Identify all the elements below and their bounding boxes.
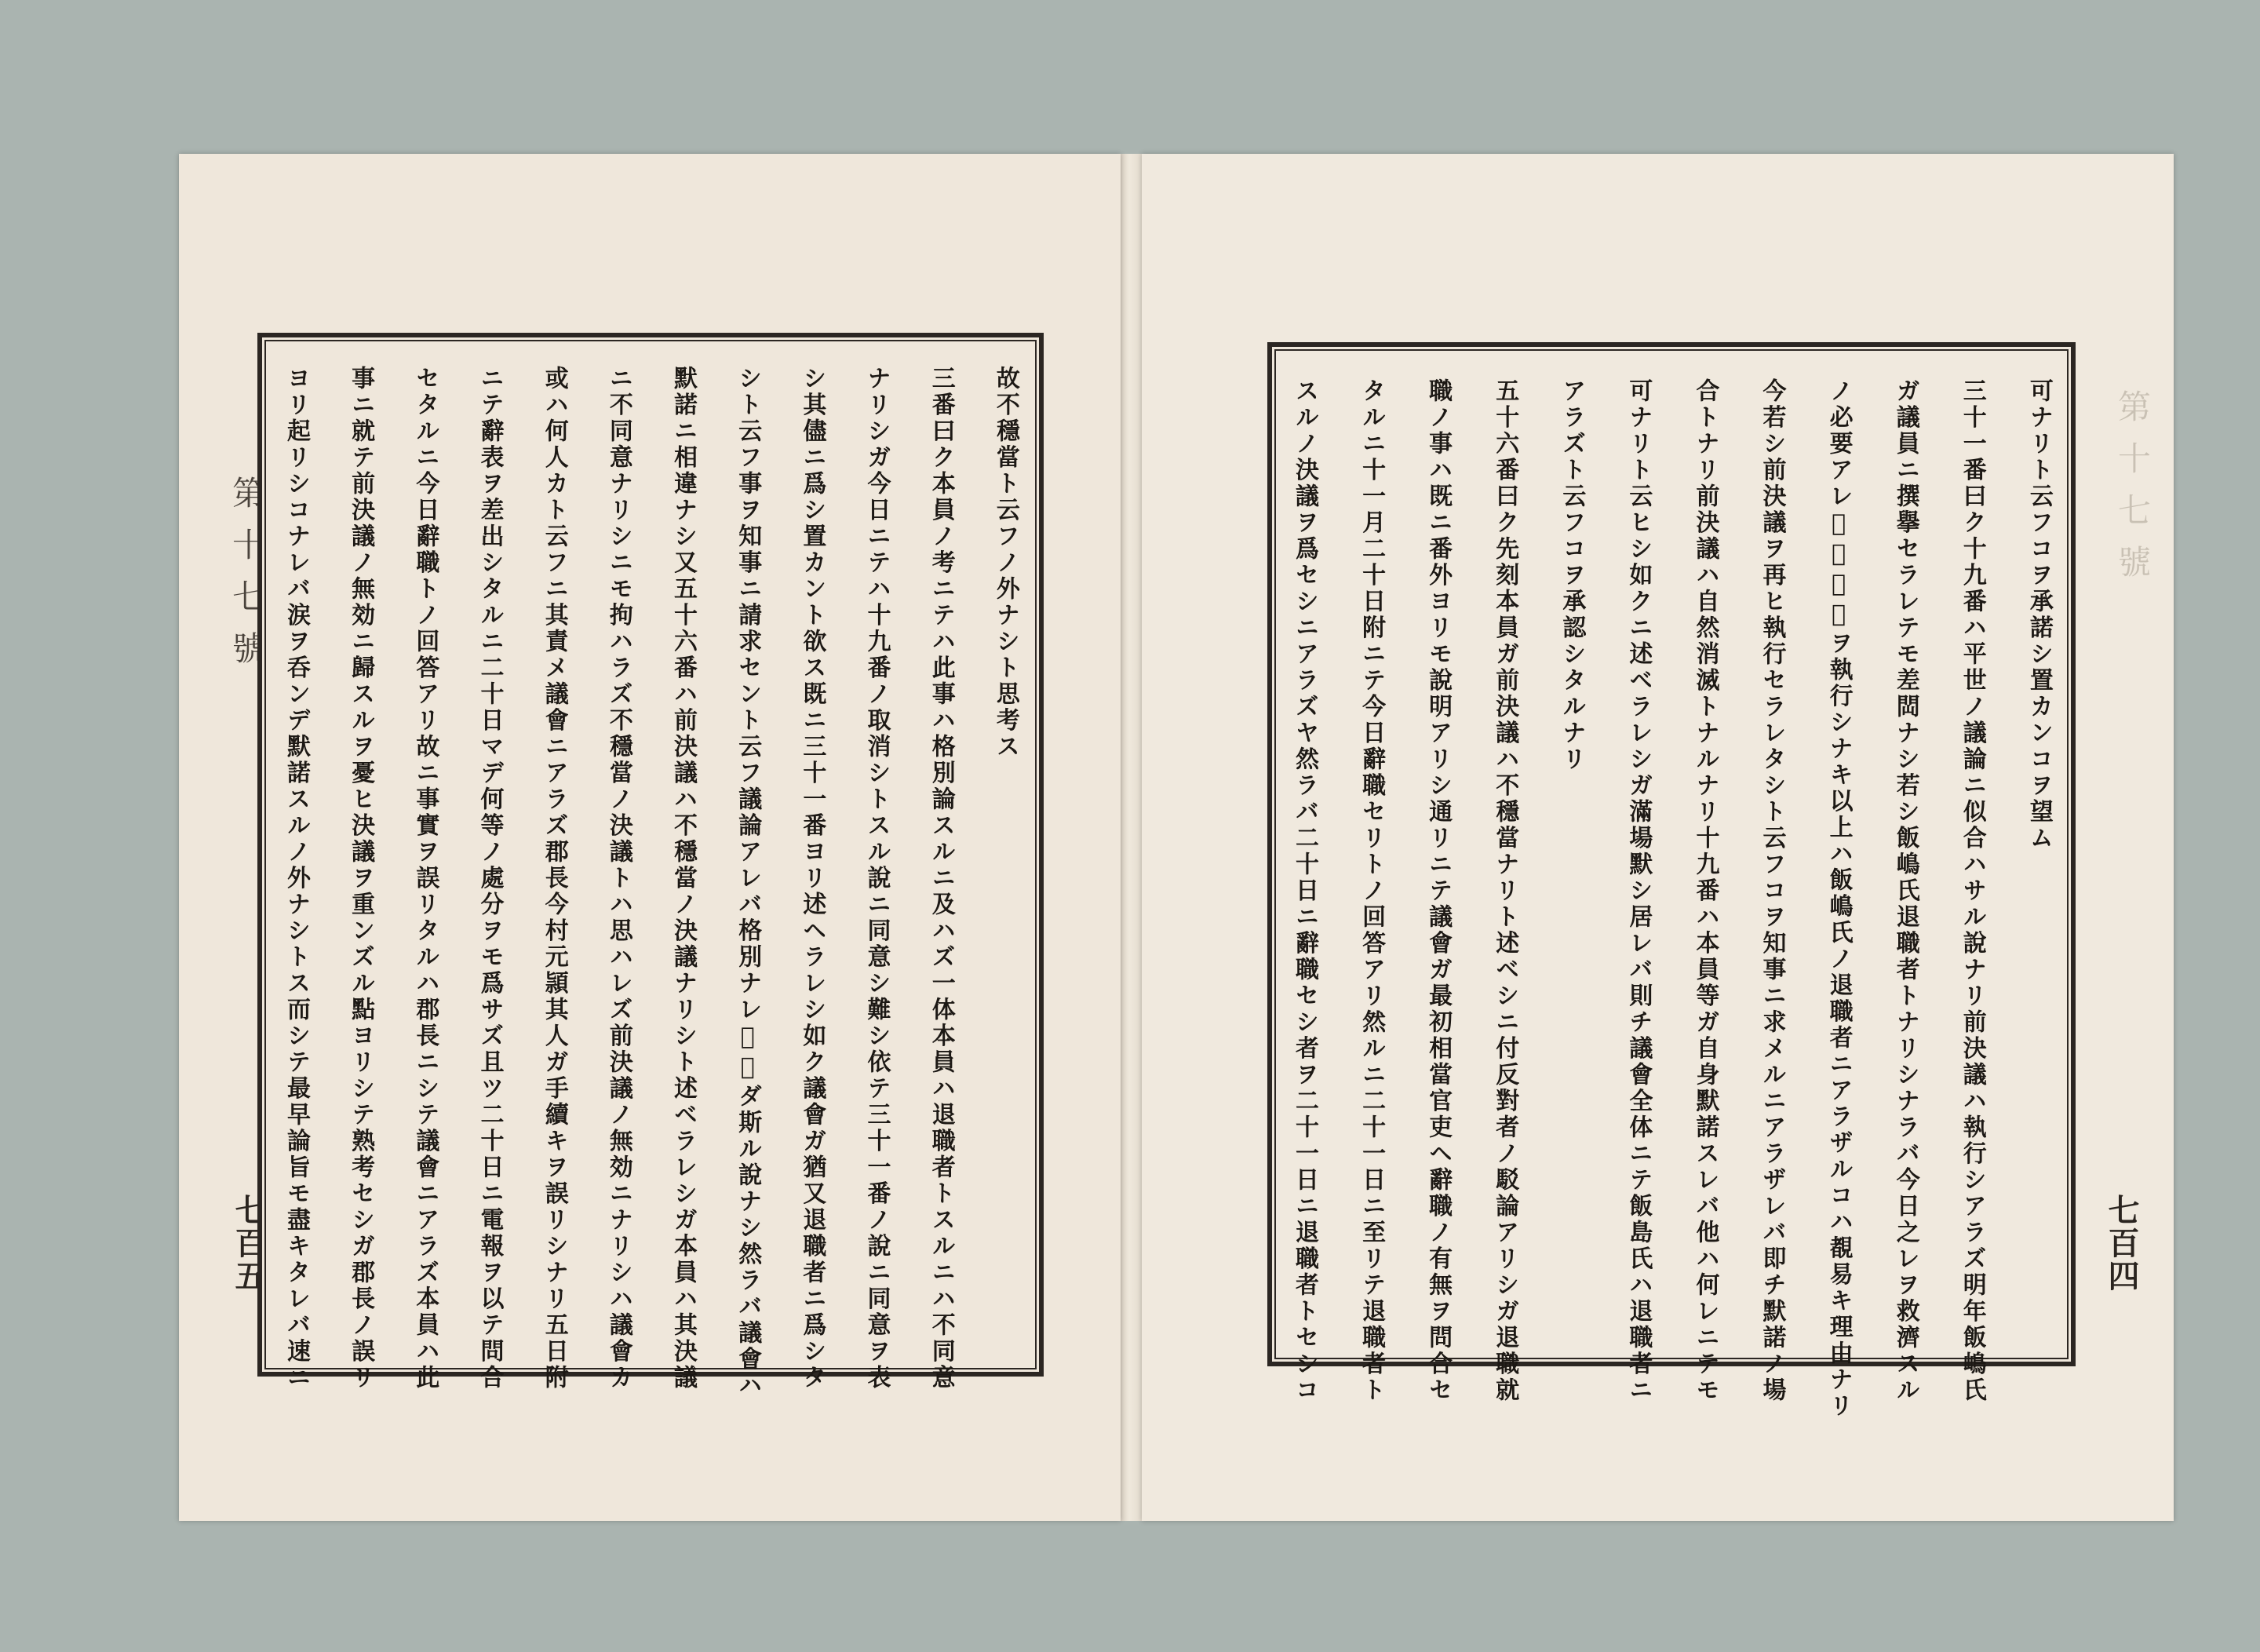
text-block — [1291, 378, 2053, 1420]
text-column: シ其儘ニ爲シ置カント欲ス既ニ三十一番ヨリ述ヘラレシ如ク議會ガ猶又退職者ニ爲シタ — [798, 366, 826, 1391]
text-column: スルノ決議ヲ爲セシニアラズヤ然ラバ二十日ニ辭職セシ者ヲ二十一日ニ退職者トセシコ — [1291, 378, 1318, 1404]
page-number: 七百四 — [2103, 1194, 2140, 1293]
text-frame — [1267, 342, 2076, 1420]
text-column: 可ナリト云フコヲ承諾シ置カンコヲ望ム — [2025, 378, 2053, 852]
text-column: 今若シ前決議ヲ再ヒ執行セラレタシト云フコヲ知事ニ求メルニアラザレバ即チ默諾ノ場 — [1758, 378, 1786, 1404]
text-column: セタルニ今日辭職トノ回答アリ故ニ事實ヲ誤リタルハ郡長ニシテ議會ニアラズ本員ハ此 — [411, 366, 439, 1391]
text-frame — [257, 333, 1044, 1399]
text-block — [282, 366, 1019, 1399]
book-spine — [1121, 154, 1142, 1521]
text-column: タルニ十一月二十日附ニテ今日辭職セリトノ回答アリ然ルニ二十一日ニ至リテ退職者ト — [1358, 378, 1386, 1404]
text-column: 合トナリ前決議ハ自然消滅トナルナリ十九番ハ本員等ガ自身默諾スレバ他ハ何レニテモ — [1691, 378, 1719, 1404]
text-column: シト云フ事ヲ知事ニ請求セント云フ議論アレバ格別ナレ𪜈未ダ斯ル說ナシ然ラバ議會ハ — [734, 366, 762, 1399]
text-column: ナリシガ今日ニテハ十九番ノ取消シトスル說ニ同意シ難シ依テ三十一番ノ說ニ同意ヲ表 — [862, 366, 891, 1391]
right-page — [1142, 154, 2174, 1521]
text-column: ニ不同意ナリシニモ拘ハラズ不穩當ノ決議トハ思ハレズ前決議ノ無効ニナリシハ議會カ — [604, 366, 632, 1391]
running-head: 第十七號 — [2113, 389, 2152, 596]
text-column: 事ニ就テ前決議ノ無効ニ歸スルヲ憂ヒ決議ヲ重ンズル點ヨリシテ熟考セシガ郡長ノ誤リ — [347, 366, 375, 1391]
page-number: 七百五 — [230, 1194, 267, 1293]
text-column: 三十一番曰ク十九番ハ平世ノ議論ニ似合ハサル說ナリ前決議ハ執行シアラズ明年飯嶋氏 — [1958, 378, 1986, 1404]
running-head: 第十七號 — [228, 476, 266, 683]
text-column: 五十六番曰ク先刻本員ガ前決議ハ不穩當ナリト述ベシニ付反對者ノ駁論アリシガ退職就 — [1491, 378, 1519, 1404]
text-column: アラズト云フコヲ承認シタルナリ — [1558, 378, 1586, 773]
text-column: 職ノ事ハ既ニ番外ヨリモ說明アリシ通リニテ議會ガ最初相當官吏ヘ辭職ノ有無ヲ問合セ — [1424, 378, 1453, 1404]
text-column: 可ナリト云ヒシ如クニ述ベラレシガ滿場默シ居レバ則チ議會全体ニテ飯島氏ハ退職者ニ — [1624, 378, 1653, 1404]
left-page — [179, 154, 1121, 1521]
text-column: ガ議員ニ撰擧セラレテモ差閊ナシ若シ飯嶋氏退職者トナリシナラバ今日之レヲ救濟スル — [1891, 378, 1919, 1404]
text-column: 或ハ何人カト云フニ其責メ議會ニアラズ郡長今村元頴其人ガ手續キヲ誤リシナリ五日附 — [540, 366, 568, 1391]
text-column: 默諾ニ相違ナシ又五十六番ハ前決議ハ不穩當ノ決議ナリシト述ベラレシガ本員ハ其決議 — [669, 366, 698, 1391]
text-column: ヨリ起リシコナレバ涙ヲ呑ンデ默諾スルノ外ナシトス而シテ最早論旨モ盡キタレバ速ニ — [282, 366, 310, 1391]
text-column: 故不穩當ト云フノ外ナシト思考ス — [991, 366, 1019, 760]
text-column: ニテ辭表ヲ差出シタルニ二十日マデ何等ノ處分ヲモ爲サズ且ツ二十日ニ電報ヲ以テ問合 — [476, 366, 504, 1391]
text-column: 三番曰ク本員ノ考ニテハ此事ハ格別論スルニ及ハズ一体本員ハ退職者トスルニハ不同意 — [927, 366, 955, 1391]
text-column: ノ必要アレ𪜈前決議ヲ執行シナキ以上ハ飯嶋氏ノ退職者ニアラザルコハ覩易キ理由ナリ — [1824, 378, 1853, 1420]
